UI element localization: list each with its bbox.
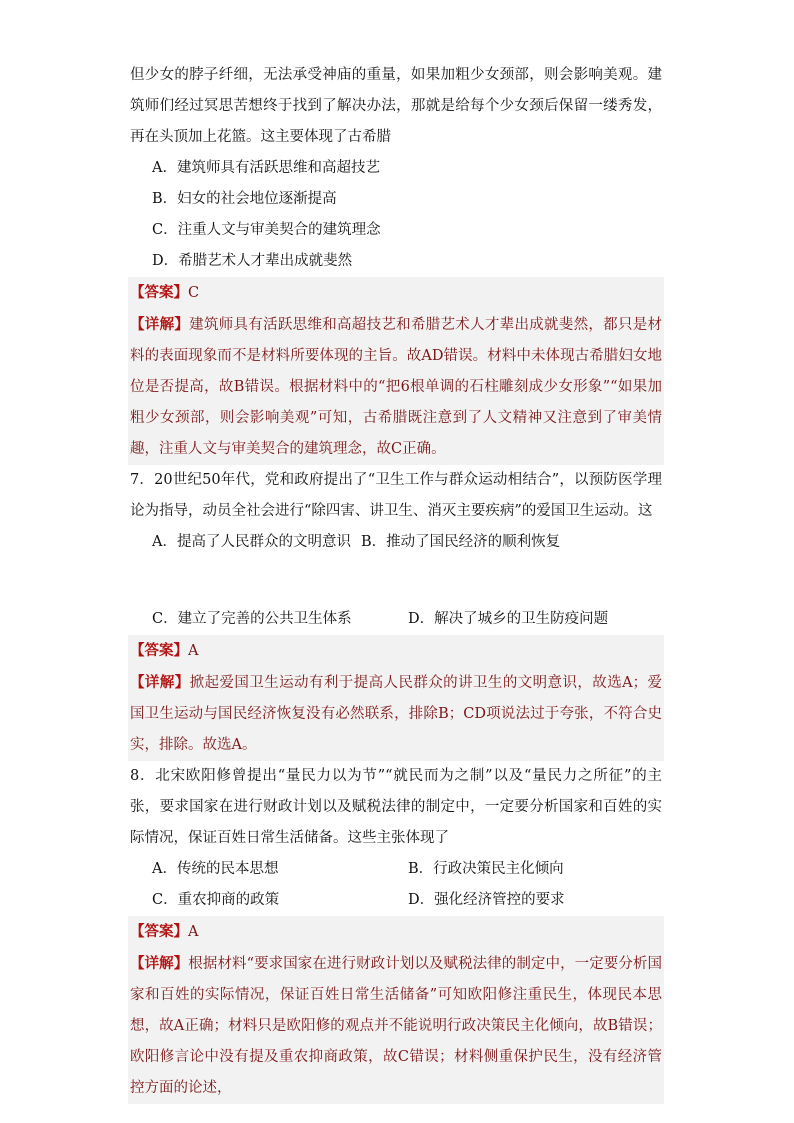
- q6-stem: 但少女的脖子纤细，无法承受神庙的重量，如果加粗少女颈部，则会影响美观。建筑师们经过冥思苦想终于找到了解决办法，那就是给每个少女颈后保留一缕秀发，再在头顶加上花篮。这主要体现了古希腊: [130, 67, 662, 145]
- q7-detail: [130, 667, 662, 761]
- q7-option-c: C．建立了完善的公共卫生体系: [152, 611, 352, 627]
- q8-options-row-1: [130, 854, 662, 885]
- q6-option-b: B．妇女的社会地位逐渐提高: [152, 191, 337, 207]
- detail-tag: 【详解】: [130, 316, 190, 333]
- q8-stem: 8．北宋欧阳修曾提出“量民力以为节”“就民而为之制”以及“量民力之所征”的主张，要求国家在进行财政计划以及赋税法律的制定中，一定要分析国家和百姓的实际情况，保证百姓日常生活储备。这些主张体现了: [130, 768, 662, 846]
- q8-answer-block: [128, 916, 664, 1104]
- q7-answer: [130, 635, 662, 667]
- q8-answer: [130, 916, 662, 948]
- detail-text: 掀起爱国卫生运动有利于提高人民群众的讲卫生的文明意识，故选A；爱国卫生运动与国民经济恢复没有必然联系，排除B；CD项说法过于夸张，不符合史实，排除。故选A。: [130, 675, 663, 753]
- detail-text: 建筑师具有活跃思维和高超技艺和希腊艺术人才辈出成就斐然，都只是材料的表面现象而不是材料所要体现的主旨。故AD错误。材料中未体现古希腊妇女地位是否提高，故B错误。根据材料中的“把6根单调的石柱雕刻成少女形象”“如果加粗少女颈部，则会影响美观”可知，古希腊既注意到了人文精神又注意到了审美情趣，注重人文与审美契合的建筑理念，故C正确。: [130, 317, 663, 457]
- exam-page: [130, 60, 662, 1104]
- q6-detail: [130, 309, 662, 465]
- q6-option-a: A．建筑师具有活跃思维和高超技艺: [152, 160, 380, 176]
- q8-option-d: D．强化经济管控的要求: [408, 892, 565, 908]
- answer-value: A: [188, 924, 199, 940]
- q7-option-a: A．提高了人民群众的文明意识: [152, 534, 351, 550]
- q7-options-row-2: [130, 604, 662, 635]
- q7-options-row-1: [130, 527, 662, 558]
- answer-value: C: [188, 285, 200, 301]
- answer-tag: 【答案】: [130, 642, 188, 659]
- q8-option-a: A．传统的民本思想: [152, 861, 279, 877]
- q7-option-d: D．解决了城乡的卫生防疫问题: [408, 611, 609, 627]
- q8-detail: [130, 948, 662, 1104]
- q8-option-c: C．重农抑商的政策: [152, 892, 280, 908]
- detail-text: 根据材料“要求国家在进行财政计划以及赋税法律的制定中，一定要分析国家和百姓的实际情况，保证百姓日常生活储备”可知欧阳修注重民生，体现民本思想，故A正确；材料只是欧阳修的观点并不能说明行政决策民主化倾向，故B错误；欧阳修言论中没有提及重农抑商政策，故C错误；材料侧重保护民生，没有经济管控方面的论述，: [130, 956, 662, 1096]
- q8-options-row-2: [130, 885, 662, 916]
- q7-option-b: B．推动了国民经济的顺利恢复: [360, 534, 561, 550]
- q7-answer-block: [128, 635, 664, 761]
- q6-answer: [130, 277, 662, 309]
- detail-tag: 【详解】: [130, 674, 190, 691]
- q6-option-d: D．希腊艺术人才辈出成就斐然: [152, 253, 353, 269]
- answer-tag: 【答案】: [130, 284, 188, 301]
- q7-stem: 7．20世纪50年代，党和政府提出了“卫生工作与群众运动相结合”，以预防医学理论为指导，动员全社会进行“除四害、讲卫生、消灭主要疾病”的爱国卫生运动。这: [130, 472, 662, 519]
- detail-tag: 【详解】: [130, 955, 189, 972]
- answer-tag: 【答案】: [130, 923, 188, 940]
- q6-answer-block: [128, 277, 664, 465]
- q8-option-b: B．行政决策民主化倾向: [408, 861, 564, 877]
- answer-value: A: [188, 643, 199, 659]
- q6-option-c: C．注重人文与审美契合的建筑理念: [152, 222, 381, 238]
